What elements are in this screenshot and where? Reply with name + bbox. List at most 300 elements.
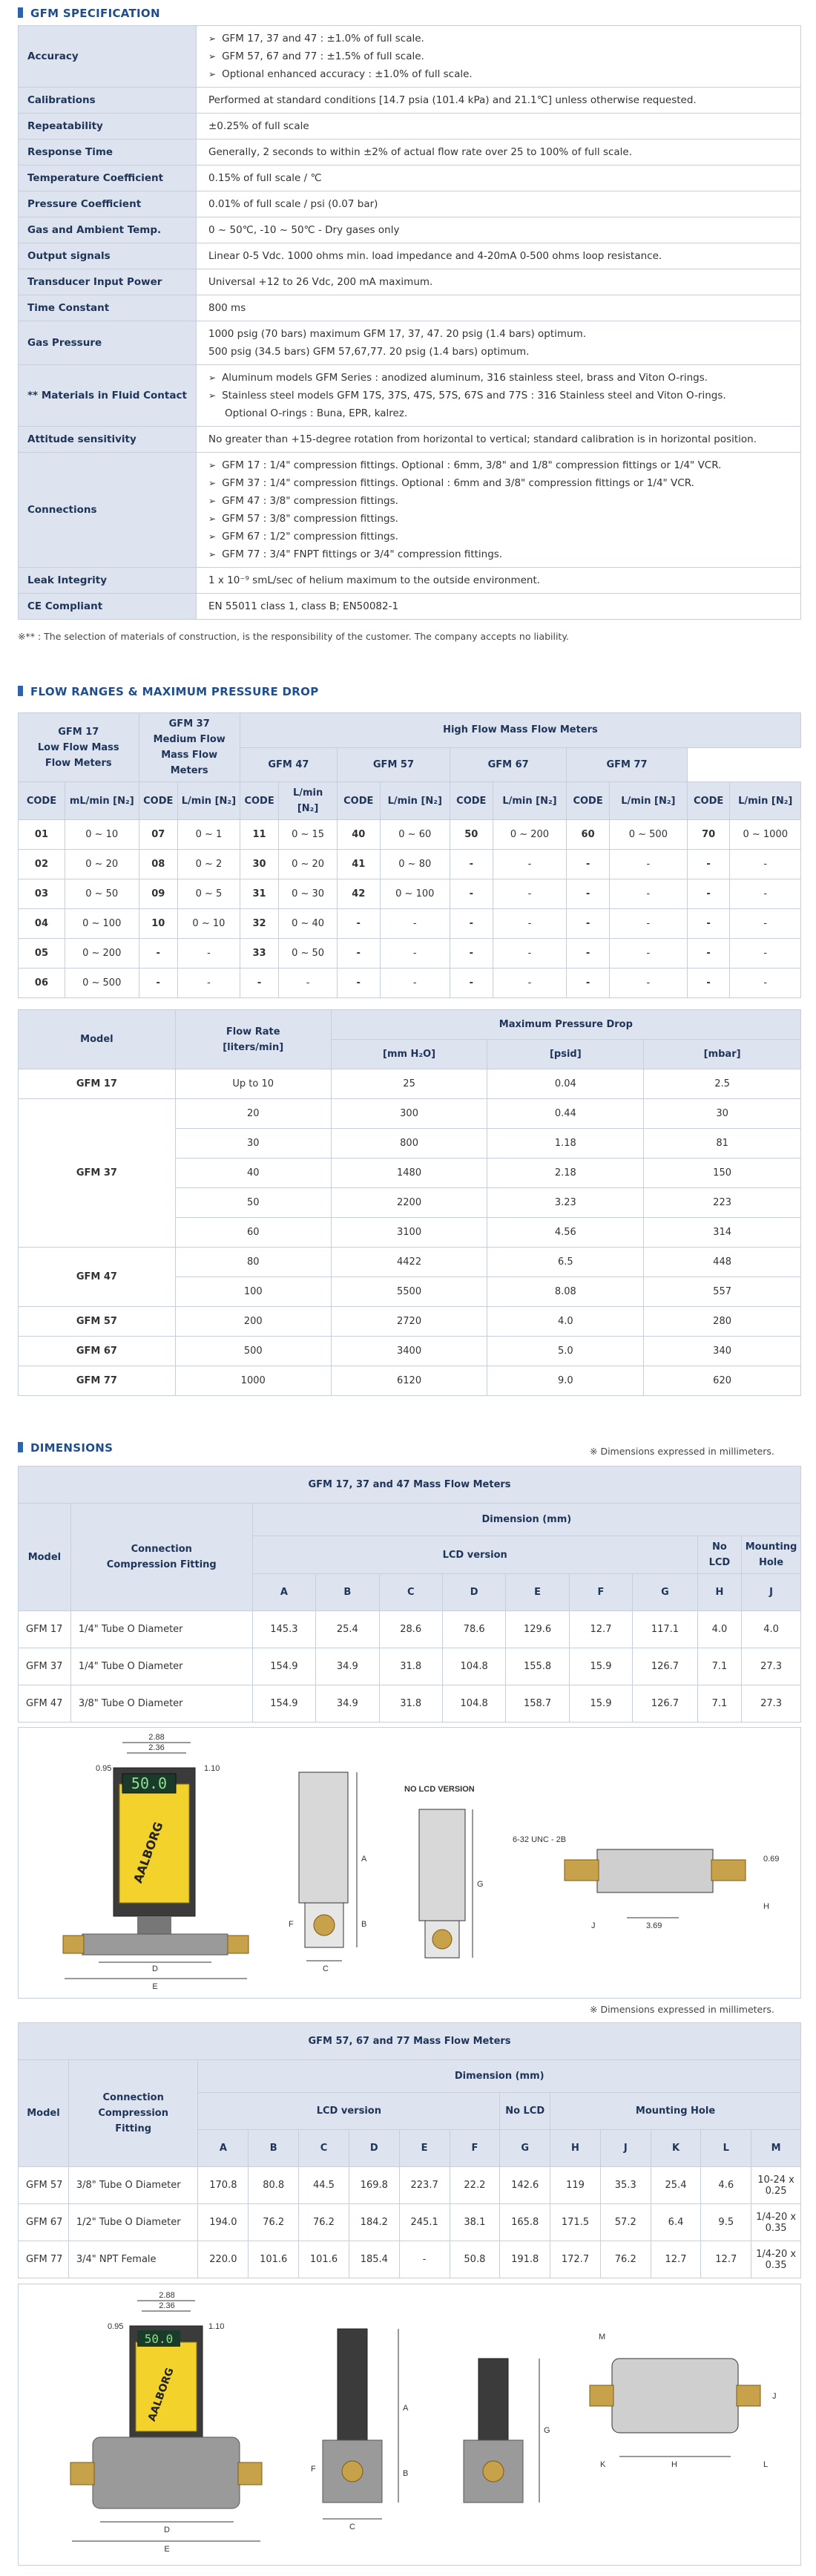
range-code: - [687, 850, 730, 879]
drop-mm: 5500 [331, 1277, 487, 1307]
drawing-large-svg [19, 2284, 800, 2565]
dim-model: GFM 47 [19, 1685, 71, 1723]
dim1-dim-head: Dimension (mm) [252, 1504, 800, 1536]
drop-model: GFM 37 [19, 1099, 176, 1248]
dim-col-head: H [697, 1574, 741, 1611]
dim-label-j1: J [591, 1921, 596, 1930]
range-value: 0 ~ 500 [609, 820, 687, 850]
range-value: 0 ~ 20 [279, 850, 338, 879]
drop-mbar: 2.5 [644, 1069, 801, 1099]
range-group-high: High Flow Mass Flow Meters [240, 713, 800, 748]
meter-bottom-view [513, 1835, 779, 1930]
dim-value: 38.1 [450, 2204, 500, 2241]
drop-row [19, 1307, 801, 1337]
spec-row [19, 568, 801, 594]
range-code: 11 [240, 820, 278, 850]
spec-value [197, 568, 801, 594]
spec-bullets [208, 30, 789, 83]
range-value: - [380, 939, 450, 969]
dimensions-table-large [18, 2022, 801, 2278]
dim-label-095-large: 0.95 [108, 2322, 124, 2331]
dim1-caption: GFM 17, 37 and 47 Mass Flow Meters [19, 1466, 801, 1504]
dim-value: 57.2 [600, 2204, 651, 2241]
range-code: 03 [19, 879, 65, 909]
spec-text: 0.15% of full scale / ℃ [208, 172, 322, 184]
spec-row [19, 321, 801, 365]
range-code: 04 [19, 909, 65, 939]
range-code: - [240, 969, 278, 998]
dim-col-head: B [249, 2130, 299, 2167]
dim-col-head: A [252, 1574, 315, 1611]
range-sub-gfm47: GFM 47 [240, 747, 337, 782]
spec-text: Performed at standard conditions [14.7 psia (101.4 kPa) and 21.1℃] unless otherwise requested. [208, 94, 697, 106]
spec-row [19, 243, 801, 269]
dim-model: GFM 67 [19, 2204, 69, 2241]
lcd-readout-large: 50.0 [144, 2332, 174, 2346]
dim-label-f2: F [311, 2465, 316, 2474]
drop-psid: 4.0 [487, 1307, 644, 1337]
range-code: 32 [240, 909, 278, 939]
range-value: 0 ~ 80 [380, 850, 450, 879]
dim-value: 27.3 [742, 1648, 801, 1685]
drop-mbar: 30 [644, 1099, 801, 1129]
dim-value: 220.0 [198, 2241, 249, 2278]
range-code: 10 [139, 909, 177, 939]
spec-value [197, 321, 801, 365]
dim-col-head: J [600, 2130, 651, 2167]
spec-text: Universal +12 to 26 Vdc, 200 mA maximum. [208, 276, 433, 288]
dim-col-head: M [751, 2130, 801, 2167]
spec-value [197, 365, 801, 427]
dim-row [19, 2167, 801, 2204]
range-code: - [450, 969, 493, 998]
dim-connection: 3/4" NPT Female [68, 2241, 198, 2278]
spec-row [19, 114, 801, 140]
dim-label-e2: E [164, 2545, 170, 2554]
range-row [19, 939, 801, 969]
spec-text: 0 ~ 50℃, -10 ~ 50℃ - Dry gases only [208, 224, 400, 236]
range-code: - [450, 850, 493, 879]
large-meter-nolcd-view [464, 2359, 550, 2503]
dim-value: 80.8 [249, 2167, 299, 2204]
spec-row [19, 26, 801, 88]
dim-value: 171.5 [550, 2204, 601, 2241]
drop-unit-mbar: [mbar] [644, 1040, 801, 1069]
range-value: - [609, 969, 687, 998]
range-code: - [567, 939, 610, 969]
dim-value: 76.2 [299, 2204, 349, 2241]
spec-value [197, 140, 801, 165]
spec-bullet: ➢ Aluminum models GFM Series : anodized aluminum, 316 stainless steel, brass and Viton O-rings. [208, 369, 789, 387]
dim-label-095: 0.95 [96, 1764, 112, 1773]
dim-label-g2: G [544, 2426, 550, 2435]
dim-value: 142.6 [500, 2167, 550, 2204]
range-code: - [687, 909, 730, 939]
range-value: 0 ~ 50 [65, 879, 139, 909]
drop-mbar: 81 [644, 1129, 801, 1158]
nolcd-label: NO LCD VERSION [404, 1785, 475, 1794]
range-row [19, 850, 801, 879]
dim-label-a1: A [361, 1855, 367, 1864]
range-value: - [380, 909, 450, 939]
range-value: - [493, 909, 567, 939]
range-col-head: CODE [567, 782, 610, 820]
dim2-mount-head: Mounting Hole [550, 2093, 801, 2130]
drop-psid: 4.56 [487, 1218, 644, 1248]
spec-bullet: ➢ GFM 57 : 3/8" compression fittings. [208, 510, 789, 528]
range-code: - [567, 879, 610, 909]
range-value: 0 ~ 50 [279, 939, 338, 969]
spec-label: ** Materials in Fluid Contact [19, 365, 197, 427]
dim-connection: 1/4" Tube O Diameter [70, 1611, 252, 1648]
dim-col-head: D [349, 2130, 399, 2167]
range-code: 05 [19, 939, 65, 969]
dim-value: 170.8 [198, 2167, 249, 2204]
range-value: - [730, 909, 801, 939]
dim-col-head: E [399, 2130, 450, 2167]
drop-flow: 80 [175, 1248, 331, 1277]
drop-mm: 3400 [331, 1337, 487, 1366]
spec-value [197, 88, 801, 114]
dim-value: 31.8 [379, 1648, 442, 1685]
range-code: 50 [450, 820, 493, 850]
spec-row [19, 453, 801, 568]
section-marker [18, 7, 23, 18]
dim-label-369: 3.69 [646, 1921, 662, 1930]
drop-flow: 60 [175, 1218, 331, 1248]
meter-front-view [63, 1733, 249, 1991]
drop-row [19, 1099, 801, 1129]
dim-value: 76.2 [600, 2241, 651, 2278]
spec-bullet: ➢ Stainless steel models GFM 17S, 37S, 47S, 57S, 67S and 77S : 316 Stainless steel and Viton O-rings. [208, 387, 789, 404]
spec-value [197, 453, 801, 568]
section-marker [18, 1442, 23, 1452]
drop-flow: 200 [175, 1307, 331, 1337]
dim-model: GFM 57 [19, 2167, 69, 2204]
dim-label-h1: H [763, 1902, 769, 1911]
dim-label-d1: D [152, 1964, 158, 1973]
drop-psid: 8.08 [487, 1277, 644, 1307]
spec-table [18, 25, 801, 620]
range-value: 0 ~ 200 [65, 939, 139, 969]
section-marker [18, 686, 23, 696]
dim-value: 12.7 [569, 1611, 632, 1648]
range-sub-gfm77: GFM 77 [567, 747, 688, 782]
range-col-head: CODE [19, 782, 65, 820]
dim-row [19, 2241, 801, 2278]
dim-label-g1: G [477, 1880, 484, 1889]
spec-bullets [208, 369, 789, 404]
drop-row [19, 1337, 801, 1366]
dim-value: 4.0 [697, 1611, 741, 1648]
thread-label: 6-32 UNC - 2B [513, 1835, 567, 1844]
spec-extra: Optional O-rings : Buna, EPR, kalrez. [225, 407, 408, 419]
range-value: - [730, 939, 801, 969]
drop-model: GFM 57 [19, 1307, 176, 1337]
range-value: 0 ~ 2 [177, 850, 240, 879]
range-value: - [279, 969, 338, 998]
dim-value: 1/4-20 x 0.35 [751, 2241, 801, 2278]
dimensions-section-title: DIMENSIONS [18, 1441, 113, 1455]
spec-row [19, 165, 801, 191]
dim-row [19, 1685, 801, 1723]
range-value: 0 ~ 15 [279, 820, 338, 850]
range-value: - [493, 850, 567, 879]
dim1-nolcd-head: No LCD [697, 1536, 741, 1574]
range-value: - [609, 939, 687, 969]
spec-label: Output signals [19, 243, 197, 269]
spec-bullet: ➢ GFM 17 : 1/4" compression fittings. Optional : 6mm, 3/8" and 1/8" compression fittings or 1/4" VCR. [208, 456, 789, 474]
large-meter-front-view [70, 2291, 262, 2554]
dim-label-110: 1.10 [204, 1764, 220, 1773]
range-code: 06 [19, 969, 65, 998]
drop-unit-psid: [psid] [487, 1040, 644, 1069]
range-col-head: L/min [N₂] [493, 782, 567, 820]
drop-head: Maximum Pressure Drop [331, 1010, 800, 1040]
range-code: 41 [337, 850, 380, 879]
spec-value [197, 165, 801, 191]
spec-row [19, 217, 801, 243]
spec-text: 0.01% of full scale / psi (0.07 bar) [208, 198, 378, 210]
spec-text: EN 55011 class 1, class B; EN50082-1 [208, 600, 399, 612]
drop-model: GFM 17 [19, 1069, 176, 1099]
drop-mbar: 223 [644, 1188, 801, 1218]
range-value: - [380, 969, 450, 998]
dim1-mount-head: Mounting Hole [742, 1536, 801, 1574]
drop-flow: Up to 10 [175, 1069, 331, 1099]
dim-value: 104.8 [442, 1648, 505, 1685]
range-row [19, 909, 801, 939]
dim-value: 184.2 [349, 2204, 399, 2241]
range-col-head: L/min [N₂] [730, 782, 801, 820]
range-code: - [139, 969, 177, 998]
dim-value: 158.7 [506, 1685, 569, 1723]
dim1-model-head: Model [19, 1504, 71, 1611]
spec-text: 1 x 10⁻⁹ smL/sec of helium maximum to the outside environment. [208, 574, 541, 586]
dim1-conn-head: Connection Compression Fitting [70, 1504, 252, 1611]
dim-value: 223.7 [399, 2167, 450, 2204]
dim-row [19, 2204, 801, 2241]
dim-col-head: A [198, 2130, 249, 2167]
range-code: - [567, 909, 610, 939]
range-col-head: CODE [450, 782, 493, 820]
meter-side-view [289, 1772, 367, 1973]
range-code: - [450, 879, 493, 909]
dim-label-l: L [763, 2460, 769, 2469]
spec-bullet: ➢ GFM 47 : 3/8" compression fittings. [208, 492, 789, 510]
spec-label: Accuracy [19, 26, 197, 88]
spec-value [197, 114, 801, 140]
spec-row [19, 269, 801, 295]
drop-flow: 100 [175, 1277, 331, 1307]
range-code: 08 [139, 850, 177, 879]
dim-model: GFM 37 [19, 1648, 71, 1685]
dim-label-288-large: 2.88 [159, 2291, 175, 2300]
dim-value: 172.7 [550, 2241, 601, 2278]
dim-value: 25.4 [651, 2167, 701, 2204]
range-col-head: L/min [N₂] [380, 782, 450, 820]
dim-value: 155.8 [506, 1648, 569, 1685]
range-code: 01 [19, 820, 65, 850]
dimensions-note-2: ※ Dimensions expressed in millimeters. [590, 2004, 774, 2015]
dim-value: 35.3 [600, 2167, 651, 2204]
drop-mbar: 620 [644, 1366, 801, 1396]
range-code: - [687, 939, 730, 969]
dim-value: 126.7 [633, 1648, 698, 1685]
dim-row [19, 1611, 801, 1648]
spec-value [197, 26, 801, 88]
materials-footnote: ※** : The selection of materials of construction, is the responsibility of the customer. The company accepts no liability. [18, 631, 569, 642]
dim-value: 101.6 [249, 2241, 299, 2278]
drop-mm: 4422 [331, 1248, 487, 1277]
dim-value: 169.8 [349, 2167, 399, 2204]
range-code: - [337, 909, 380, 939]
dim-label-b2: B [403, 2469, 409, 2478]
spec-value [197, 243, 801, 269]
range-code: 60 [567, 820, 610, 850]
dim-model: GFM 17 [19, 1611, 71, 1648]
spec-label: Transducer Input Power [19, 269, 197, 295]
spec-bullet: ➢ GFM 57, 67 and 77 : ±1.5% of full scale. [208, 47, 789, 65]
dimension-drawing-large [18, 2284, 801, 2566]
range-value: - [730, 879, 801, 909]
pressure-drop-table [18, 1009, 801, 1396]
range-value: - [609, 879, 687, 909]
spec-row [19, 140, 801, 165]
dimension-drawing-small [18, 1727, 801, 1999]
spec-row [19, 365, 801, 427]
spec-row [19, 295, 801, 321]
dim-value: 4.6 [701, 2167, 751, 2204]
range-value: - [177, 939, 240, 969]
range-value: 0 ~ 60 [380, 820, 450, 850]
range-value: 0 ~ 100 [65, 909, 139, 939]
range-value: 0 ~ 500 [65, 969, 139, 998]
drop-psid: 5.0 [487, 1337, 644, 1366]
dim-value: 34.9 [316, 1685, 379, 1723]
dim-value: 28.6 [379, 1611, 442, 1648]
spec-line: 500 psig (34.5 bars) GFM 57,67,77. 20 psig (1.4 bars) optimum. [208, 346, 530, 358]
spec-label: Response Time [19, 140, 197, 165]
dim-value: 154.9 [252, 1648, 315, 1685]
spec-bullet: ➢ Optional enhanced accuracy : ±1.0% of full scale. [208, 65, 789, 83]
dim-label-m: M [599, 2333, 606, 2341]
dim-value: 6.4 [651, 2204, 701, 2241]
dim-value: 25.4 [316, 1611, 379, 1648]
spec-row [19, 427, 801, 453]
dim-value: 191.8 [500, 2241, 550, 2278]
drop-mm: 2200 [331, 1188, 487, 1218]
spec-bullets [208, 456, 789, 563]
drop-model: GFM 67 [19, 1337, 176, 1366]
dim-label-j2: J [772, 2392, 777, 2401]
large-meter-side-view [311, 2329, 409, 2531]
dim-label-b1: B [361, 1920, 367, 1929]
ranges-section-title: FLOW RANGES & MAXIMUM PRESSURE DROP [18, 685, 319, 698]
dim-col-head: B [316, 1574, 379, 1611]
spec-label: Repeatability [19, 114, 197, 140]
range-code: - [687, 969, 730, 998]
range-code: - [450, 909, 493, 939]
spec-value [197, 269, 801, 295]
flow-range-table [18, 712, 801, 998]
drop-mm: 25 [331, 1069, 487, 1099]
drop-mm: 800 [331, 1129, 487, 1158]
spec-section-title: GFM SPECIFICATION [18, 7, 160, 20]
range-value: 0 ~ 10 [65, 820, 139, 850]
drop-mm: 1480 [331, 1158, 487, 1188]
drop-flow-head: Flow Rate [liters/min] [175, 1010, 331, 1069]
dim-label-h2: H [671, 2460, 677, 2469]
drop-mbar: 448 [644, 1248, 801, 1277]
range-group-gfm37-title: GFM 37 [168, 718, 210, 730]
range-group-gfm17-title: GFM 17 [58, 726, 99, 738]
spec-value [197, 594, 801, 620]
range-group-gfm37 [139, 713, 240, 782]
range-code: - [337, 939, 380, 969]
spec-label: Gas and Ambient Temp. [19, 217, 197, 243]
drop-flow: 40 [175, 1158, 331, 1188]
spec-bullet: ➢ GFM 37 : 1/4" compression fittings. Optional : 6mm and 3/8" compression fittings or 1/4" VCR. [208, 474, 789, 492]
drop-psid: 6.5 [487, 1248, 644, 1277]
dim2-lcd-head: LCD version [198, 2093, 500, 2130]
dim-label-f1: F [289, 1920, 294, 1929]
dim-value: 15.9 [569, 1685, 632, 1723]
spec-row [19, 191, 801, 217]
dim-value: 44.5 [299, 2167, 349, 2204]
spec-bullet: ➢ GFM 67 : 1/2" compression fittings. [208, 528, 789, 545]
range-value: - [177, 969, 240, 998]
range-value: - [730, 969, 801, 998]
spec-line: 1000 psig (70 bars) maximum GFM 17, 37, 47. 20 psig (1.4 bars) optimum. [208, 328, 587, 340]
dim-value: 76.2 [249, 2204, 299, 2241]
brand-logo-large: AALBORG [145, 2366, 177, 2423]
spec-text: Generally, 2 seconds to within ±2% of actual flow rate over 25 to 100% of full scale. [208, 146, 633, 158]
meter-nolcd-view [404, 1785, 484, 1958]
drop-row [19, 1248, 801, 1277]
drop-mm: 2720 [331, 1307, 487, 1337]
range-value: - [493, 879, 567, 909]
drop-mm: 300 [331, 1099, 487, 1129]
spec-text: ±0.25% of full scale [208, 120, 309, 132]
dim-connection: 1/2" Tube O Diameter [68, 2204, 198, 2241]
range-col-head: CODE [337, 782, 380, 820]
dim-col-head: F [569, 1574, 632, 1611]
dim-label-110-large: 1.10 [208, 2322, 225, 2331]
spec-value [197, 427, 801, 453]
dim1-lcd-head: LCD version [252, 1536, 697, 1574]
dim-value: 4.0 [742, 1611, 801, 1648]
drop-psid: 0.44 [487, 1099, 644, 1129]
drop-flow: 1000 [175, 1366, 331, 1396]
spec-label: Connections [19, 453, 197, 568]
dim-value: 12.7 [651, 2241, 701, 2278]
dim2-caption: GFM 57, 67 and 77 Mass Flow Meters [19, 2023, 801, 2060]
drop-model: GFM 77 [19, 1366, 176, 1396]
dim-value: 129.6 [506, 1611, 569, 1648]
dim2-dim-head: Dimension (mm) [198, 2060, 801, 2093]
dim-label-e1: E [152, 1982, 158, 1991]
range-code: - [450, 939, 493, 969]
drop-flow: 30 [175, 1129, 331, 1158]
range-code: 07 [139, 820, 177, 850]
drop-mm: 6120 [331, 1366, 487, 1396]
dim-col-head: H [550, 2130, 601, 2167]
dim-value: 7.1 [697, 1648, 741, 1685]
range-code: 02 [19, 850, 65, 879]
dim-value: 165.8 [500, 2204, 550, 2241]
dim-col-head: L [701, 2130, 751, 2167]
